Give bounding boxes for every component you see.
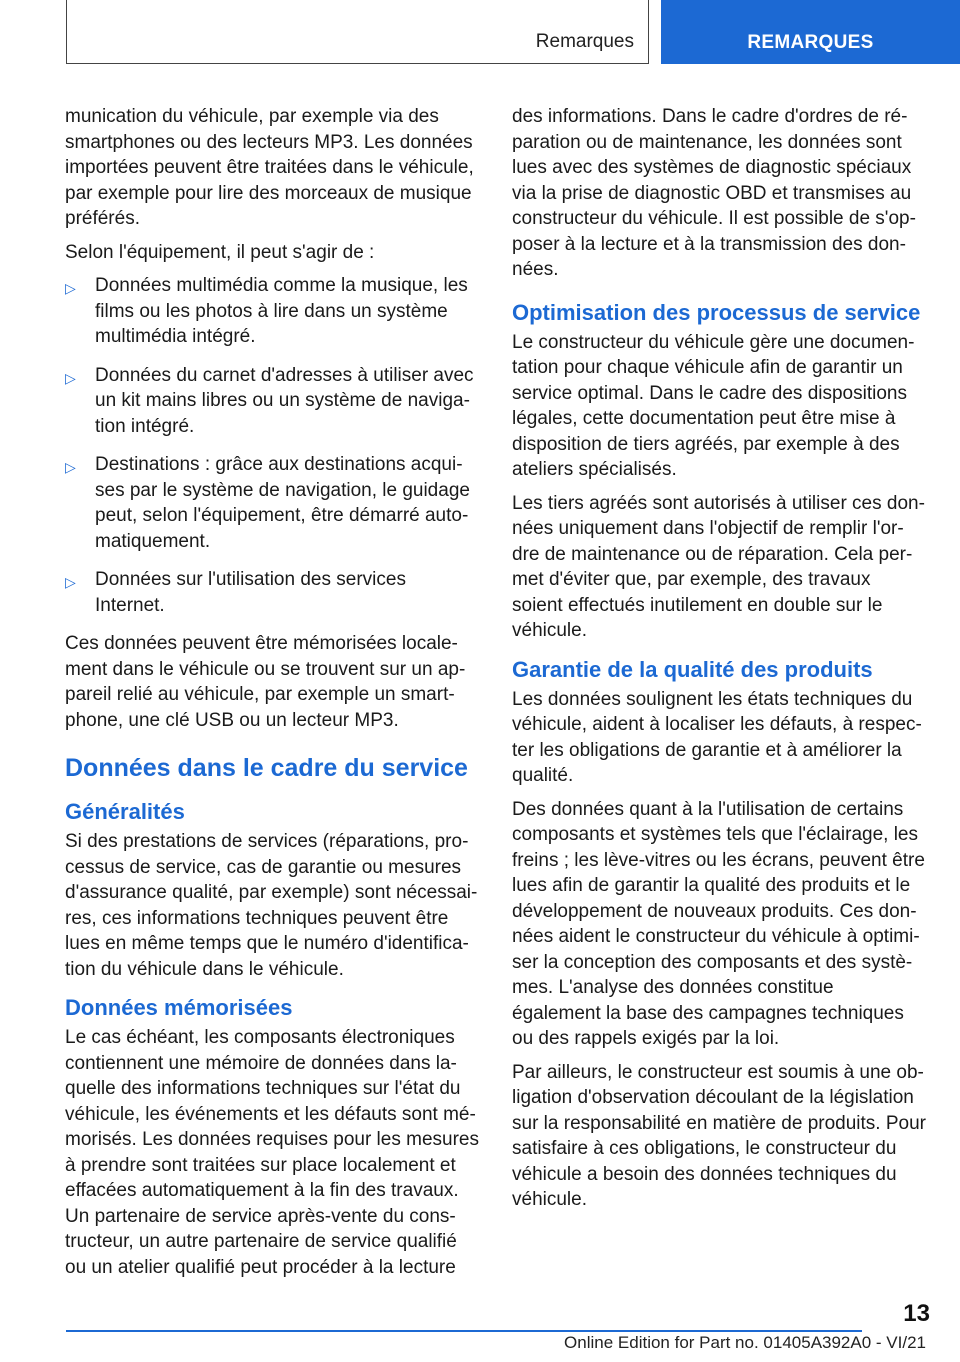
right-column xyxy=(512,104,926,1221)
paragraph: des informations. Dans le cadre d'ordres de ré-paration ou de maintenance, les données sont lues avec des systèmes de diagnostic spéciaux via la prise de diagnostic OBD et transmises au constructeur du véhicule. Il est possible de s'op-poser à la lecture et à la transmission des don-nées. xyxy=(512,106,916,280)
paragraph: Selon l'équipement, il peut s'agir de : xyxy=(65,241,375,263)
header-section-box xyxy=(66,0,649,64)
triangle-bullet-icon: ▷ xyxy=(65,369,76,386)
list-item-text: Données sur l'utilisation des services Internet. xyxy=(95,569,406,616)
left-column xyxy=(65,104,479,1288)
list-item xyxy=(65,273,479,350)
list-item xyxy=(65,363,479,440)
paragraph: Les données soulignent les états techniques du véhicule, aident à localiser les défauts, à respec-ter les obligations de garantie et à améliorer la qualité. xyxy=(512,688,922,786)
paragraph: Par ailleurs, le constructeur est soumis à une ob-ligation d'observation découlant de la législation sur la responsabilité en matière de produits. Pour satisfaire à ces obligations, le constructeur du véhicule a besoin des données techniques du véhicule. xyxy=(512,1061,927,1210)
paragraph: Des données quant à la l'utilisation de certains composants et systèmes tels que l'éclairage, les freins ; les lève-vitres ou les écrans, peuvent être lues afin de garantir la qualité des produits et le développement de nouveaux produits. Ces don-nées aident le constructeur du véhicule à optimi-ser la conception des composants et des systè-mes. L'analyse des données constitue également la base des campagnes techniques ou des rappels exigés par la loi. xyxy=(512,798,925,1049)
footer-edition: Online Edition for Part no. 01405A392A0 - VI/21 xyxy=(564,1333,926,1352)
triangle-bullet-icon: ▷ xyxy=(65,280,76,296)
bullet-list xyxy=(65,273,479,618)
subsection-heading: Garantie de la qualité des produits xyxy=(512,656,873,682)
section-heading: Données dans le cadre du service xyxy=(65,754,468,782)
header-chapter-title: REMARQUES xyxy=(747,32,874,53)
list-item xyxy=(65,452,479,554)
list-item xyxy=(65,567,479,618)
header-chapter-tab xyxy=(661,0,960,64)
subsection-heading: Généralités xyxy=(65,799,185,824)
triangle-bullet-icon: ▷ xyxy=(65,574,76,590)
subsection-heading: Optimisation des processus de service xyxy=(512,299,921,325)
subsection-heading: Données mémorisées xyxy=(65,995,293,1020)
list-item-text: Destinations : grâce aux destinations acqui-ses par le système de navigation, le guidage peut, selon l'équipement, être démarré auto-matiquement. xyxy=(95,454,470,552)
page-number: 13 xyxy=(903,1300,930,1327)
paragraph: Si des prestations de services (réparations, pro-cessus de service, cas de garantie ou mesures d'assurance qualité, par exemple) sont nécessai-res, ces informations techniques peuvent être lues en même temps que le numéro d'identifica-tion du véhicule dans le véhicule. xyxy=(65,831,478,980)
paragraph: Ces données peuvent être mémorisées locale-ment dans le véhicule ou se trouvent sur un ap-pareil relié au véhicule, par exemple un smart-phone, une clé USB ou un lecteur MP3. xyxy=(65,633,466,731)
paragraph: munication du véhicule, par exemple via des smartphones ou des lecteurs MP3. Les données importées peuvent être traitées dans le véhicule, par exemple pour lire des morceaux de musique préférés. xyxy=(65,106,474,229)
footer-divider xyxy=(66,1330,862,1332)
header-section-title: Remarques xyxy=(535,31,634,52)
triangle-bullet-icon: ▷ xyxy=(65,459,76,475)
paragraph: Le constructeur du véhicule gère une documen-tation pour chaque véhicule afin de garantir un service optimal. Dans le cadre des dispositions légales, cette documentation peut être mise à disposition de tiers agréés, par exemple à des ateliers spécialisés. xyxy=(512,331,915,480)
list-item-text: Données multimédia comme la musique, les films ou les photos à lire dans un système multimédia intégré. xyxy=(95,275,468,347)
paragraph: Les tiers agréés sont autorisés à utiliser ces don-nées uniquement dans l'objectif de remplir l'or-dre de maintenance ou de réparation. Cela per-met d'éviter que, par exemple, des travaux soient effectués inutilement en double sur le véhicule. xyxy=(512,492,925,641)
list-item-text: Données du carnet d'adresses à utiliser avec un kit mains libres ou un système de naviga-tion intégré. xyxy=(95,364,474,437)
paragraph: Le cas échéant, les composants électroniques contiennent une mémoire de données dans la-quelle des informations techniques sur l'état du véhicule, les événements et les défauts sont mé-morisés. Les données requises pour les mesures à prendre sont traitées sur place localement et effacées automatiquement à la fin des travaux. Un partenaire de service après-vente du cons-tructeur, un autre partenaire de service qualifié ou un atelier qualifié peut procéder à la lecture xyxy=(65,1027,479,1278)
